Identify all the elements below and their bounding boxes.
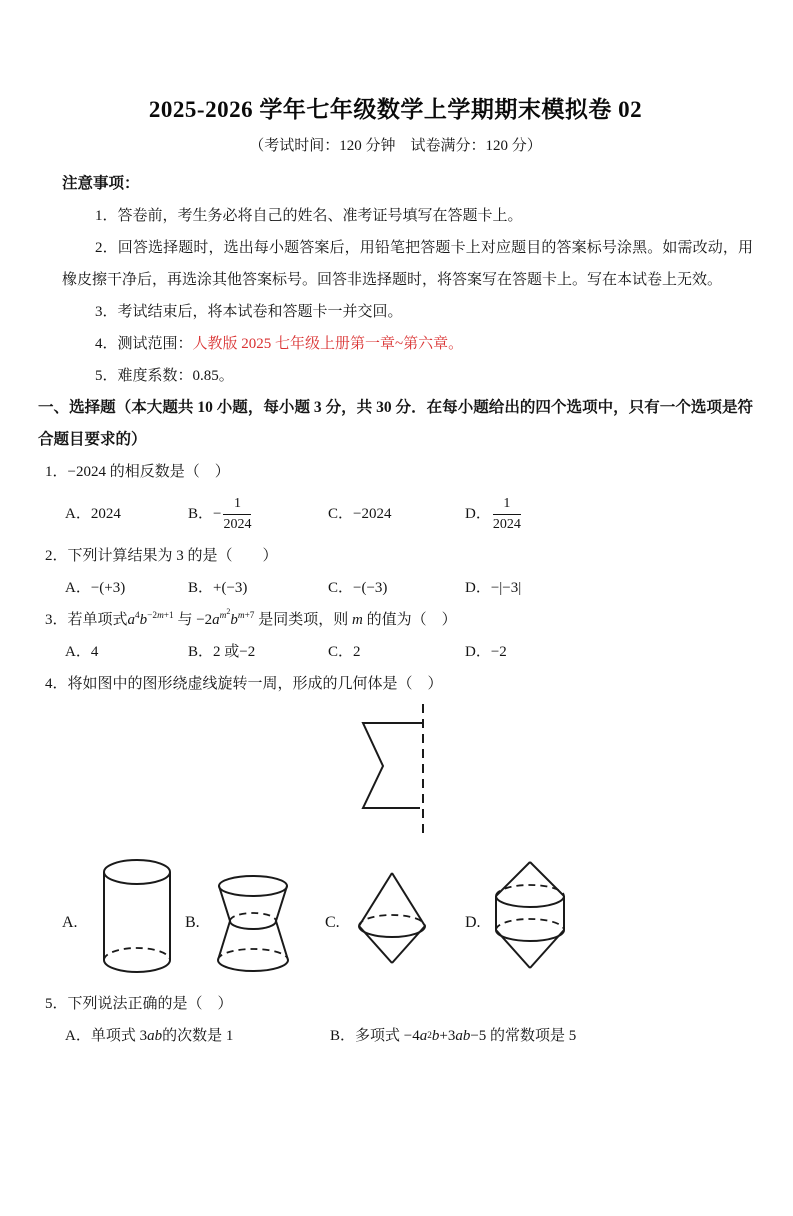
- question-1-option-b: [188, 488, 328, 540]
- question-1-option-d: [465, 488, 753, 540]
- question-3-option-a: [65, 636, 188, 668]
- section-title: 一、选择题（本大题共 10 小题，每小题 3 分，共 30 分．在每小题给出的四个选项中，只有一个选项是符合题目要求的）: [38, 399, 753, 448]
- notice-heading: 注意事项：: [62, 175, 140, 192]
- option-label: A．: [65, 580, 91, 596]
- question-2-option-c: [328, 572, 465, 604]
- question-3-stem: 3．若单项式$a^4b^{-2m+1}$ 与 $-2a^{m^2}b^{m+7}$ 是同类项，则 m 的值为（ ）: [45, 606, 457, 628]
- option-value: 4: [90, 644, 99, 660]
- option-value: −2: [490, 644, 507, 660]
- question-2: [38, 540, 753, 604]
- fraction-denominator: 2024: [492, 516, 521, 532]
- question-3-option-d: [465, 636, 753, 668]
- question-5: [38, 988, 753, 1052]
- option-value: 2024: [90, 506, 121, 522]
- minus-sign: −: [213, 506, 222, 522]
- option-label: B．: [188, 580, 214, 596]
- flag-outline: [363, 723, 423, 808]
- question-2-option-a: [65, 572, 188, 604]
- option-label: B．: [188, 506, 214, 522]
- question-1-stem: 1．−2024 的相反数是（ ）: [45, 464, 230, 480]
- option-label: C．: [328, 506, 354, 522]
- fraction: [223, 494, 251, 535]
- option-value: 2 或−2: [213, 644, 256, 660]
- notice-item-4: [38, 328, 753, 360]
- option-value: −2024: [353, 506, 392, 522]
- notice-item-1: 1．答卷前，考生务必将自己的姓名、准考证号填写在答题卡上。: [95, 208, 523, 224]
- question-5-options: [45, 1020, 753, 1052]
- rotation-flag-figure: [363, 702, 483, 838]
- test-range-highlight: 人教版 2025 七年级上册第一章~第六章。: [192, 336, 464, 352]
- exam-page: [0, 94, 793, 1216]
- option-label: A．: [65, 506, 91, 522]
- exam-title: 2025-2026 学年七年级数学上学期期末模拟卷 02: [148, 97, 643, 122]
- option-value: [213, 494, 253, 535]
- notice-item-2: 2．回答选择题时，选出每小题答案后，用铅笔把答题卡上对应题目的答案标号涂黑。如需改动，用橡皮擦干净后，再选涂其他答案标号。回答非选择题时，将答案写在答题卡上。写在本试卷上无效。: [62, 240, 753, 288]
- question-1-option-a: [65, 488, 188, 540]
- fraction-numerator: 1: [493, 494, 521, 515]
- question-5-stem: 5．下列说法正确的是（ ）: [45, 996, 233, 1012]
- question-2-stem: 2．下列计算结果为 3 的是（ ）: [45, 548, 278, 564]
- notice-item-3: 3．考试结束后，将本试卷和答题卡一并交回。: [95, 304, 403, 320]
- question-2-options: [45, 572, 753, 604]
- option-label: D．: [465, 644, 491, 660]
- shape-options-figure: [38, 838, 753, 988]
- option-label: C．: [328, 644, 354, 660]
- shape-option-a-cylinder: [104, 860, 170, 972]
- shape-option-b-double-frustum: [218, 876, 288, 971]
- option-label: B．: [188, 644, 214, 660]
- option-value: −(−3): [353, 580, 388, 596]
- notice-item-4-prefix: 4．测试范围：: [95, 336, 193, 352]
- question-1: [38, 456, 753, 540]
- option-label: D．: [465, 580, 491, 596]
- option-value: +(−3): [213, 580, 248, 596]
- question-5-option-b: B．多项式 −4 a 2 b +3 ab −5 的常数项是 5: [330, 1028, 577, 1044]
- question-3-options: [45, 636, 753, 668]
- fraction-denominator: 2024: [223, 516, 252, 532]
- notice-item-5: 5．难度系数：0.85。: [95, 368, 234, 384]
- shape-option-label-c: C.: [325, 914, 340, 931]
- question-2-option-b: [188, 572, 328, 604]
- question-1-option-c: [328, 488, 465, 540]
- question-5-option-a: A．单项式 3 ab 的次数是 1: [65, 1028, 234, 1044]
- option-value: [491, 494, 523, 535]
- option-value: −|−3|: [490, 580, 522, 596]
- option-label: D．: [465, 506, 491, 522]
- option-label: C．: [328, 580, 354, 596]
- shape-option-label-d: D.: [465, 914, 481, 931]
- question-4: [38, 668, 753, 700]
- shape-option-label-b: B.: [185, 914, 200, 931]
- question-3-option-b: [188, 636, 328, 668]
- option-value: 2: [353, 644, 361, 660]
- shape-option-c-bicone: [359, 873, 425, 963]
- fraction-numerator: 1: [223, 494, 251, 515]
- option-value: −(+3): [90, 580, 126, 596]
- shape-option-d-cylinder-with-cones: [496, 862, 564, 968]
- question-4-stem: 4．将如图中的图形绕虚线旋转一周，形成的几何体是（ ）: [45, 676, 443, 692]
- shape-option-label-a: A.: [62, 914, 78, 931]
- question-2-option-d: [465, 572, 753, 604]
- exam-subtitle: （考试时间：120 分钟 试卷满分：120 分）: [249, 138, 542, 154]
- fraction: [493, 494, 521, 535]
- option-label: A．: [65, 644, 91, 660]
- question-3-option-c: [328, 636, 465, 668]
- question-1-options: [45, 488, 753, 540]
- question-3: [38, 604, 753, 668]
